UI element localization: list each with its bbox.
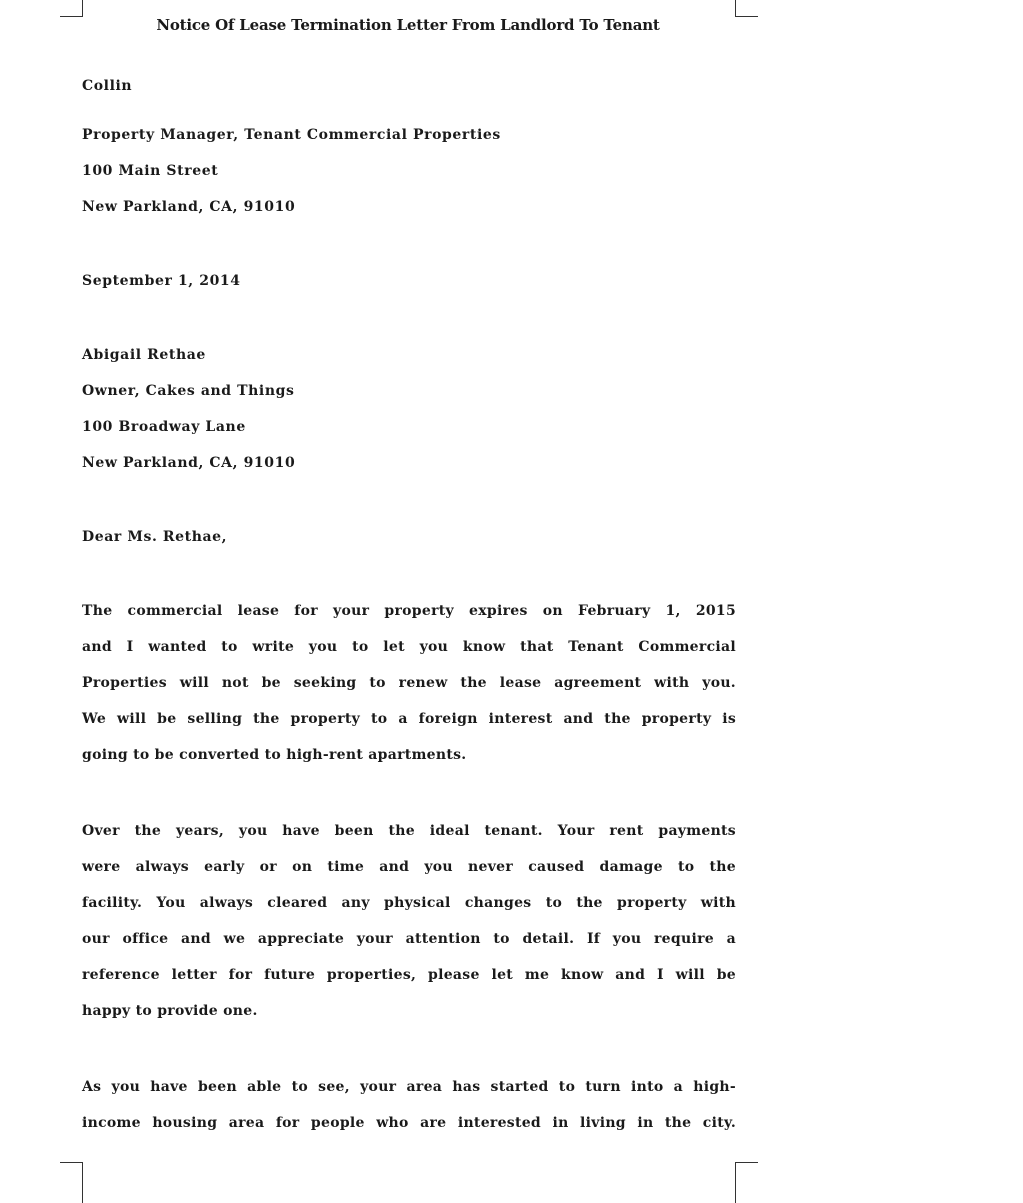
recipient-street: 100 Broadway Lane [82, 419, 246, 435]
crop-mark-bottom-left [60, 1162, 83, 1203]
recipient-name: Abigail Rethae [82, 347, 206, 363]
body-paragraph-1 [82, 593, 736, 773]
paragraph-line: Properties will not be seeking to renew the lease agreement with you. [82, 675, 736, 691]
crop-mark-bottom-right [735, 1162, 758, 1203]
sender-street: 100 Main Street [82, 163, 219, 179]
letter-date: September 1, 2014 [82, 273, 241, 289]
paragraph-line: were always early or on time and you never caused damage to the [82, 859, 736, 875]
letter-title: Notice Of Lease Termination Letter From Landlord To Tenant [156, 16, 660, 34]
body-paragraph-2 [82, 813, 736, 1029]
recipient-city: New Parkland, CA, 91010 [82, 455, 296, 471]
sender-title: Property Manager, Tenant Commercial Properties [82, 127, 501, 143]
paragraph-line: happy to provide one. [82, 1003, 258, 1019]
body-paragraph-3 [82, 1069, 736, 1141]
paragraph-line: As you have been able to see, your area has started to turn into a high- [82, 1079, 736, 1095]
paragraph-line: reference letter for future properties, please let me know and I will be [82, 967, 736, 983]
recipient-title: Owner, Cakes and Things [82, 383, 295, 399]
paragraph-line: The commercial lease for your property expires on February 1, 2015 [82, 603, 736, 619]
crop-mark-top-right [735, 0, 758, 17]
paragraph-line: Over the years, you have been the ideal tenant. Your rent payments [82, 823, 736, 839]
paragraph-line: and I wanted to write you to let you know that Tenant Commercial [82, 639, 736, 655]
paragraph-line: going to be converted to high-rent apartments. [82, 747, 467, 763]
crop-mark-top-left [60, 0, 83, 17]
paragraph-line: facility. You always cleared any physical changes to the property with [82, 895, 736, 911]
paragraph-line: We will be selling the property to a foreign interest and the property is [82, 711, 736, 727]
paragraph-line: income housing area for people who are interested in living in the city. [82, 1115, 736, 1131]
sender-name: Collin [82, 78, 133, 94]
sender-city: New Parkland, CA, 91010 [82, 199, 296, 215]
paragraph-line: our office and we appreciate your attention to detail. If you require a [82, 931, 736, 947]
salutation: Dear Ms. Rethae, [82, 529, 228, 545]
